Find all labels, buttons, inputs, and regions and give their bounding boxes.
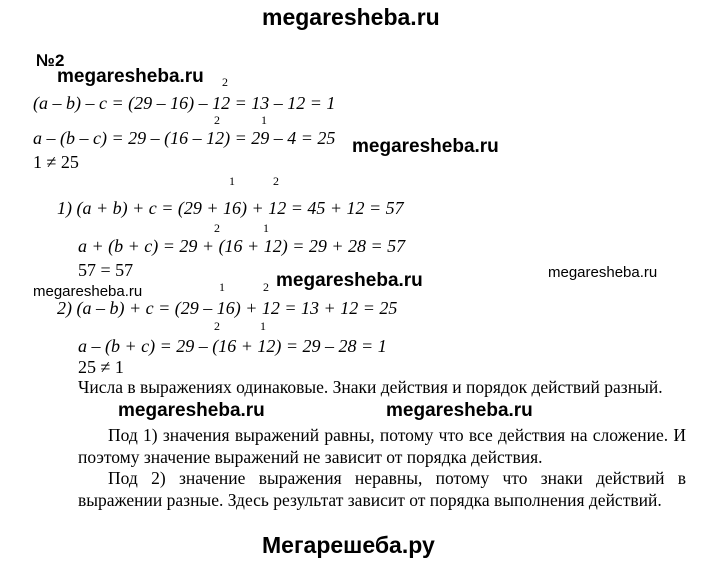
inequality-line: 25 ≠ 1 xyxy=(78,357,124,377)
expression-line: a – (b + c) = 29 – (16 + 12) = 29 – 28 = 1 xyxy=(78,336,387,356)
order-mark: 1 xyxy=(261,113,267,127)
order-mark: 1 xyxy=(260,319,266,333)
watermark: megaresheba.ru xyxy=(57,66,204,87)
expression-line: (a – b) – c = (29 – 16) – 12 = 13 – 12 = 1 xyxy=(33,93,336,113)
order-mark: 2 xyxy=(273,174,279,188)
explanation-paragraph: Под 2) значение выражения неравны, потому что знаки действий в выражении разные. Здесь результат зависит от порядка выполнения действий. xyxy=(78,468,686,510)
expression-line: 1) (a + b) + c = (29 + 16) + 12 = 45 + 12 = 57 xyxy=(57,198,404,218)
header-site: megaresheba.ru xyxy=(262,4,440,30)
order-mark: 2 xyxy=(214,319,220,333)
order-mark: 2 xyxy=(214,221,220,235)
inequality-line: 1 ≠ 25 xyxy=(33,152,79,172)
watermark: megaresheba.ru xyxy=(352,136,499,157)
explanation-paragraph: Под 1) значения выражений равны, потому что все действия на сложение. И поэтому значение выражений не зависит от порядка действия. xyxy=(78,425,686,467)
order-mark: 2 xyxy=(263,280,269,294)
order-mark: 2 xyxy=(222,75,228,89)
order-mark: 1 xyxy=(263,221,269,235)
watermark: megaresheba.ru xyxy=(548,264,658,281)
watermark: megaresheba.ru xyxy=(118,400,265,421)
order-mark: 1 xyxy=(219,280,225,294)
order-mark: 1 xyxy=(229,174,235,188)
order-mark: 2 xyxy=(214,113,220,127)
watermark: megaresheba.ru xyxy=(33,283,143,300)
watermark: megaresheba.ru xyxy=(386,400,533,421)
explanation-paragraph: Числа в выражениях одинаковые. Знаки действия и порядок действий разный. xyxy=(78,377,663,397)
expression-line: a + (b + c) = 29 + (16 + 12) = 29 + 28 = 57 xyxy=(78,236,406,256)
footer-site: Мегарешеба.ру xyxy=(262,532,435,558)
expression-line: 2) (a – b) + c = (29 – 16) + 12 = 13 + 12 = 25 xyxy=(57,298,398,318)
task-number: №2 xyxy=(36,51,65,70)
expression-line: a – (b – c) = 29 – (16 – 12) = 29 – 4 = 25 xyxy=(33,128,336,148)
equality-line: 57 = 57 xyxy=(78,260,134,280)
watermark: megaresheba.ru xyxy=(276,270,423,291)
